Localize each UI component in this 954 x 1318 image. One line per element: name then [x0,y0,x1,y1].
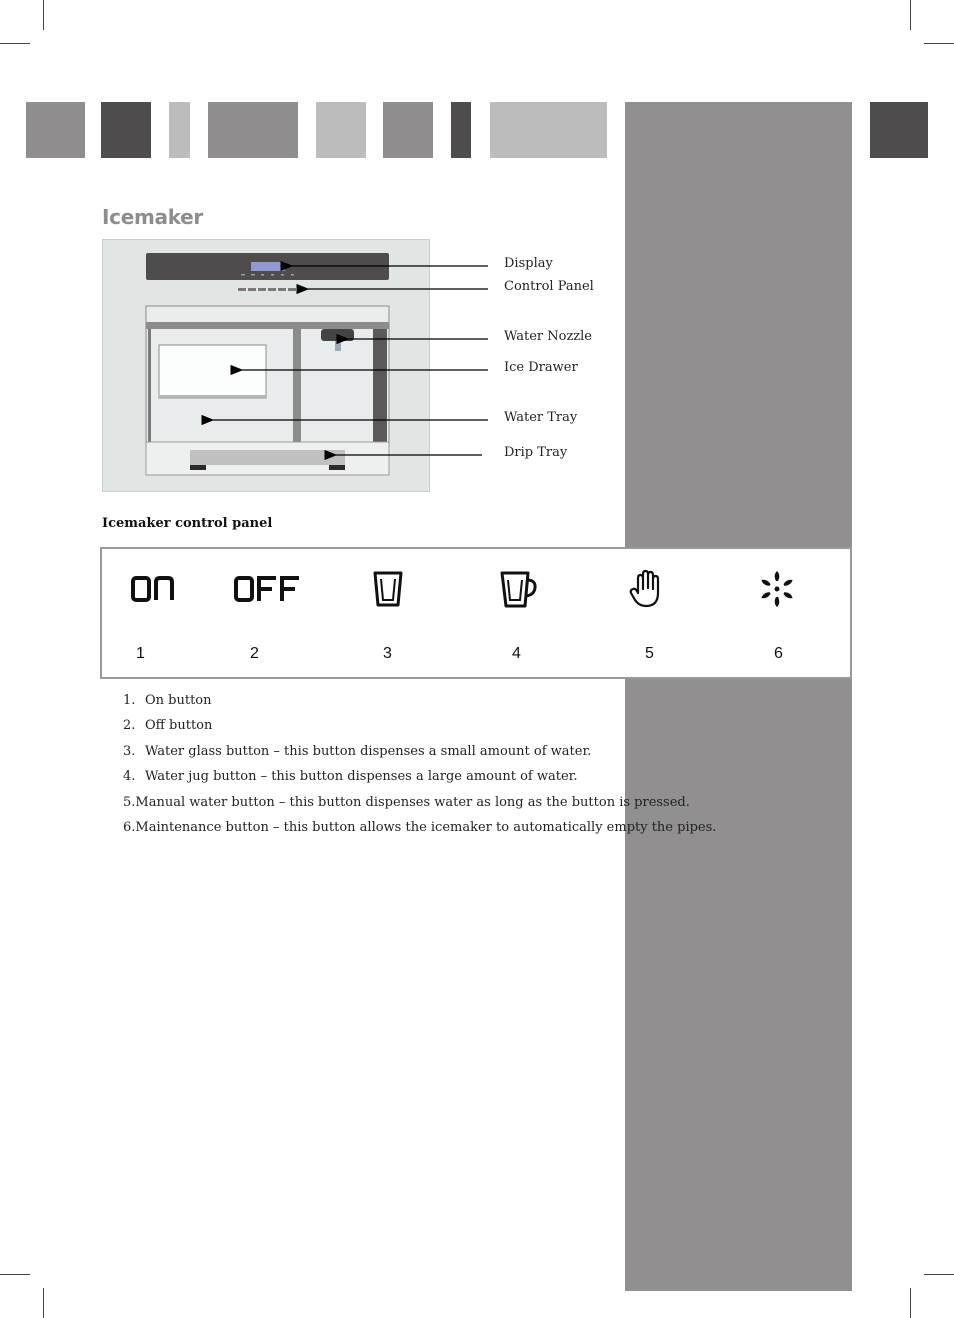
page-title: Icemaker [102,205,203,229]
callout-ice-drawer: Ice Drawer [504,360,578,375]
list-item: 5. Manual water button – this button dispenses water as long as the button is pressed. [123,794,690,810]
list-item: 2. Off button [123,718,213,734]
button-number-2: 2 [250,645,259,662]
callout-display: Display [504,256,553,271]
list-item: 6. Maintenance button – this button allows the icemaker to automatically empty the pipes. [123,819,717,835]
callout-lines [0,0,954,500]
list-item: 1. On button [123,693,212,708]
water-glass-icon [372,570,404,608]
callout-water-nozzle: Water Nozzle [504,329,592,344]
callout-water-tray: Water Tray [504,410,578,425]
control-panel-figure [100,547,852,679]
button-number-4: 4 [512,645,521,662]
list-item: 3. Water glass button – this button dispenses a small amount of water. [123,743,592,759]
crop-mark [43,1288,44,1318]
control-panel-heading: Icemaker control panel [102,516,273,531]
hand-icon [629,569,665,609]
button-number-5: 5 [645,645,654,662]
off-button[interactable] [232,565,302,613]
maintenance-button[interactable] [754,565,800,613]
water-glass-button[interactable] [368,565,408,613]
button-number-3: 3 [383,645,392,662]
button-number-6: 6 [774,645,783,662]
callout-drip-tray: Drip Tray [504,445,568,460]
on-icon [131,576,175,602]
crop-mark [910,1288,911,1318]
crop-mark [924,1274,954,1275]
list-item: 4. Water jug button – this button dispenses a large amount of water. [123,769,578,785]
off-icon [234,576,300,602]
callout-control-panel: Control Panel [504,279,594,294]
water-jug-icon [499,569,539,609]
crop-mark [0,1274,30,1275]
button-number-1: 1 [136,645,145,662]
maintenance-icon [755,567,799,611]
on-button[interactable] [128,565,178,613]
manual-water-button[interactable] [626,565,668,613]
water-jug-button[interactable] [496,565,542,613]
button-descriptions [123,692,717,844]
